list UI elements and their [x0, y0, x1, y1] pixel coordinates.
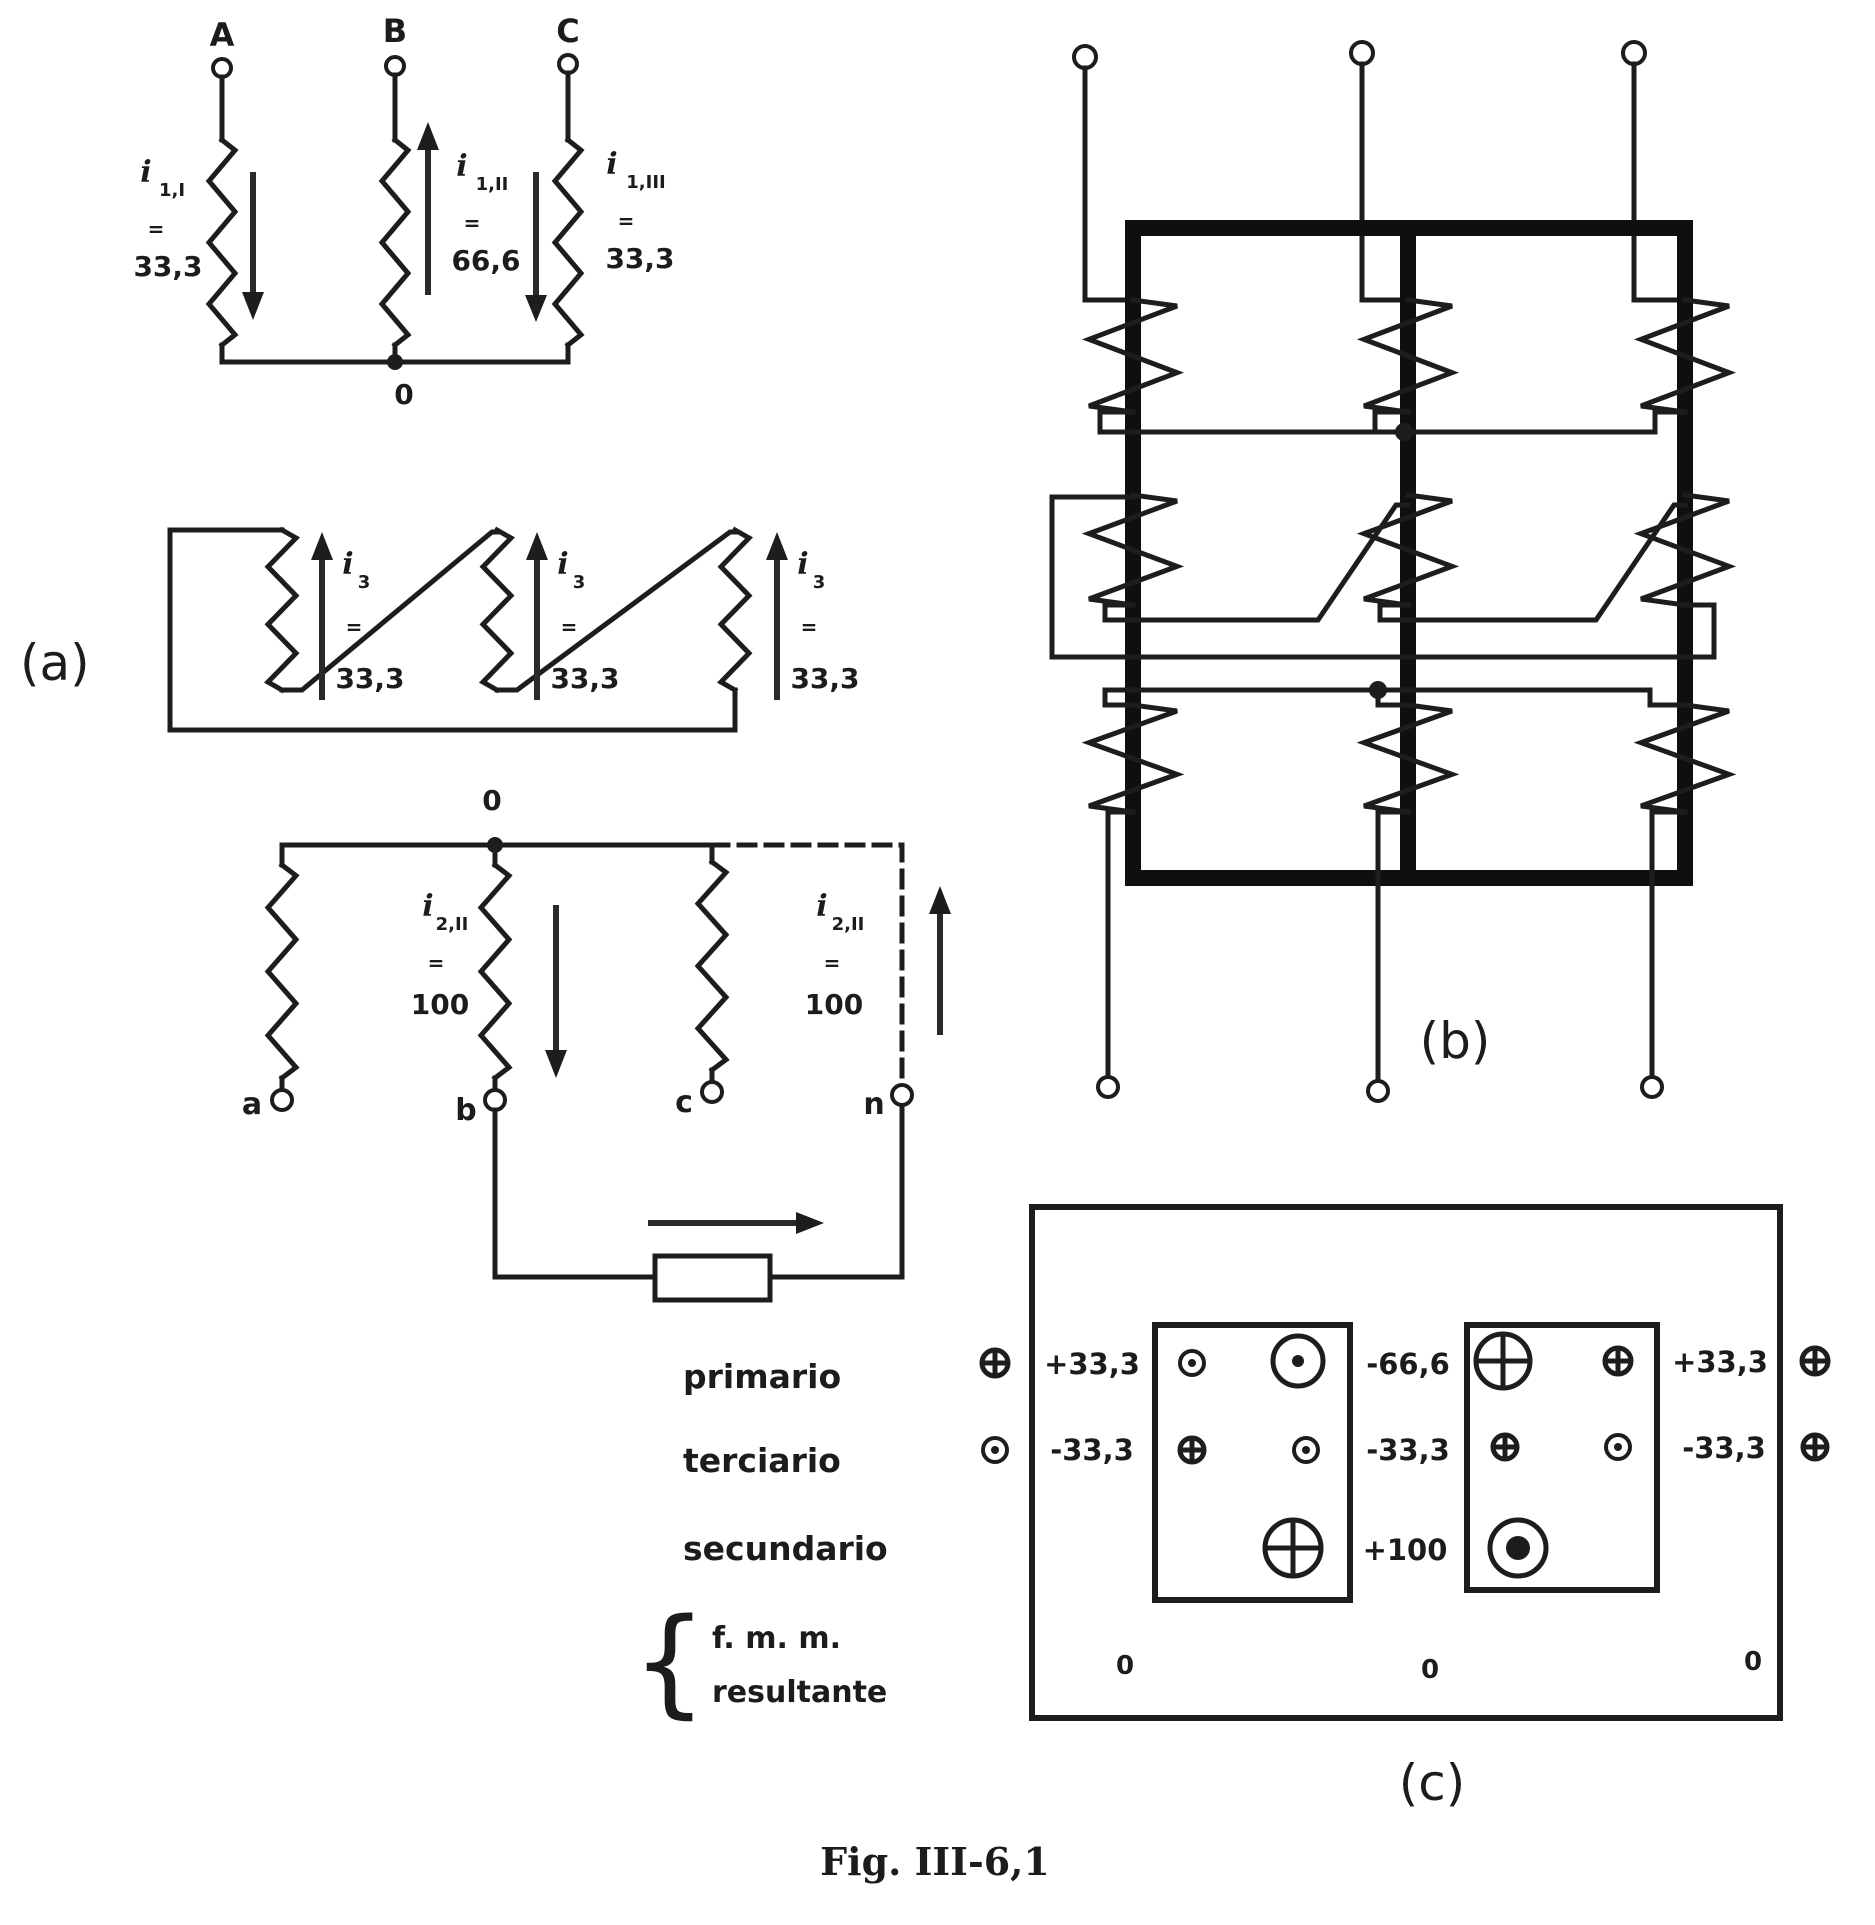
- b-primary-star-point: [1395, 423, 1413, 441]
- mmf-primario-left: +33,3: [1044, 1347, 1140, 1381]
- cross-in-circle-icon: [982, 1350, 1008, 1376]
- current-base: i: [422, 889, 434, 924]
- dot-in-circle-icon: [1294, 1438, 1318, 1462]
- b-delta-link-1: [1105, 505, 1408, 620]
- fmm-zero-middle: 0: [1420, 1655, 1440, 1685]
- winding-tertiary-3: [721, 530, 749, 690]
- current-label-1III: [605, 147, 674, 275]
- arrow-head-down-icon: [545, 1050, 567, 1078]
- current-sub: 3: [812, 572, 826, 593]
- filled-dot-in-circle-large-icon: [1490, 1520, 1546, 1576]
- row-label-fmm-1: f. m. m.: [712, 1621, 842, 1656]
- panel-c-label: (c): [1398, 1754, 1466, 1812]
- terminal-C-node: [559, 55, 577, 73]
- current-label-3a: [335, 547, 404, 695]
- fmm-brace: {: [632, 1592, 708, 1730]
- arrow-head-down-icon: [525, 295, 547, 322]
- winding-primary-C: [555, 140, 581, 345]
- arrow-head-up-icon: [929, 886, 951, 914]
- fmm-zero-right: 0: [1743, 1647, 1763, 1677]
- neutral-branch-dashed: [712, 845, 902, 1084]
- current-eq: =: [823, 951, 841, 975]
- mmf-terciario-right: -33,3: [1682, 1431, 1766, 1465]
- mmf-secundario-middle: +100: [1362, 1533, 1448, 1567]
- neutral-bottom-label: 0: [482, 784, 502, 817]
- current-sub: 3: [357, 572, 371, 593]
- terminal-B-label: B: [382, 12, 408, 50]
- cross-in-circle-icon: [1802, 1348, 1828, 1374]
- b-bottom-terminal-2: [1368, 1081, 1388, 1101]
- row-label-fmm-2: resultante: [712, 1675, 888, 1710]
- current-label-3c: [790, 547, 859, 695]
- cross-in-circle-large-icon: [1265, 1520, 1321, 1576]
- terminal-n-node: [892, 1085, 912, 1105]
- mmf-primario-middle: -66,6: [1366, 1347, 1450, 1381]
- current-sub: 2,II: [435, 914, 469, 935]
- dot-in-circle-large-icon: [1273, 1336, 1323, 1386]
- current-label-2II-b: [411, 889, 469, 1021]
- current-value: 66,6: [451, 244, 521, 277]
- winding-secondary-a: [268, 865, 296, 1078]
- b-top-terminal-2: [1351, 42, 1373, 64]
- panel-c: [632, 1207, 1828, 1812]
- figure-caption: Fig. III-6,1: [820, 1839, 1050, 1884]
- arrow-head-up-icon: [311, 532, 333, 560]
- fmm-zero-left: 0: [1115, 1651, 1135, 1681]
- current-value: 100: [410, 988, 470, 1021]
- current-eq: =: [345, 615, 363, 639]
- terminal-a-node: [272, 1090, 292, 1110]
- terminal-c-node: [702, 1082, 722, 1102]
- current-eq: =: [463, 211, 481, 235]
- current-sub: 1,I: [158, 180, 186, 201]
- mmf-primario-right: +33,3: [1672, 1345, 1768, 1379]
- current-label-1II: [451, 149, 520, 277]
- winding-secondary-b: [481, 865, 509, 1078]
- arrow-head-up-icon: [526, 532, 548, 560]
- current-arrow-3b-up: [526, 532, 548, 700]
- row-label-terciario: terciario: [683, 1441, 841, 1480]
- dot-in-circle-icon: [1180, 1351, 1204, 1375]
- terminal-a-label: a: [241, 1087, 263, 1122]
- arrow-head-down-icon: [242, 292, 264, 320]
- current-label-1I: [133, 155, 202, 283]
- load-resistor: [655, 1256, 770, 1300]
- current-sub: 1,III: [626, 172, 666, 193]
- mmf-terciario-middle: -33,3: [1366, 1433, 1450, 1467]
- current-arrow-1II-down: [525, 172, 547, 322]
- current-arrow-1I-down: [242, 172, 264, 320]
- current-sub: 2,II: [831, 914, 865, 935]
- current-arrow-2II-down: [545, 905, 567, 1078]
- terminal-A-label: A: [209, 16, 235, 54]
- current-eq: =: [427, 951, 445, 975]
- current-base: i: [606, 147, 618, 182]
- current-arrow-3c-up: [766, 532, 788, 700]
- row-label-primario: primario: [683, 1357, 842, 1396]
- terminal-C-label: C: [556, 12, 580, 50]
- cross-in-circle-icon: [1180, 1438, 1204, 1462]
- current-arrow-1II-up: [417, 122, 439, 295]
- row-label-secundario: secundario: [683, 1529, 888, 1568]
- current-arrow-2II-up: [929, 886, 951, 1035]
- terminal-b-label: b: [455, 1093, 477, 1128]
- mmf-terciario-left: -33,3: [1050, 1433, 1134, 1467]
- current-eq: =: [147, 217, 165, 241]
- terminal-b-node: [485, 1090, 505, 1110]
- arrow-head-up-icon: [417, 122, 439, 150]
- current-eq: =: [560, 615, 578, 639]
- b-delta-link-2: [1380, 505, 1685, 620]
- b-bottom-terminal-1: [1098, 1077, 1118, 1097]
- load-wire-right: [770, 1106, 902, 1277]
- arrow-head-right-icon: [796, 1212, 824, 1234]
- winding-tertiary-1: [268, 530, 296, 690]
- current-value: 33,3: [133, 250, 203, 283]
- panel-b-label: (b): [1419, 1012, 1491, 1070]
- cross-in-circle-icon: [1803, 1435, 1827, 1459]
- b-top-terminal-3: [1623, 42, 1645, 64]
- current-eq: =: [617, 209, 635, 233]
- terminal-A-node: [213, 59, 231, 77]
- winding-tertiary-2: [483, 530, 511, 690]
- delta-wrap-bracket: [170, 530, 735, 730]
- current-label-2II-n: [805, 889, 865, 1021]
- cross-in-circle-icon: [1493, 1435, 1517, 1459]
- cross-in-circle-icon: [1605, 1348, 1631, 1374]
- panel-b: [1052, 42, 1729, 1101]
- current-value: 33,3: [605, 242, 675, 275]
- b-bottom-terminal-3: [1642, 1077, 1662, 1097]
- terminal-B-node: [386, 57, 404, 75]
- load-current-arrow-right: [648, 1212, 824, 1234]
- current-base: i: [557, 547, 569, 582]
- neutral-top-label: 0: [394, 378, 414, 411]
- current-value: 33,3: [550, 662, 620, 695]
- arrow-head-up-icon: [766, 532, 788, 560]
- terminal-c-label: c: [675, 1085, 693, 1120]
- current-base: i: [816, 889, 828, 924]
- primary-star-point: [387, 354, 403, 370]
- current-sub: 3: [572, 572, 586, 593]
- winding-primary-A: [209, 140, 235, 345]
- b-top-terminal-1: [1074, 46, 1096, 68]
- current-value: 100: [804, 988, 864, 1021]
- load-wire-left: [495, 1110, 655, 1277]
- panel-a-label: (a): [20, 634, 90, 692]
- current-base: i: [797, 547, 809, 582]
- dot-in-circle-icon: [1606, 1435, 1630, 1459]
- current-base: i: [140, 155, 152, 190]
- cross-in-circle-large-icon: [1476, 1334, 1530, 1388]
- dot-in-circle-icon: [983, 1438, 1007, 1462]
- current-value: 33,3: [335, 662, 405, 695]
- current-value: 33,3: [790, 662, 860, 695]
- current-base: i: [456, 149, 468, 184]
- terminal-n-label: n: [863, 1087, 885, 1122]
- current-sub: 1,II: [475, 174, 509, 195]
- current-eq: =: [800, 615, 818, 639]
- panel-a: [20, 12, 951, 1300]
- winding-primary-B: [382, 140, 408, 345]
- winding-secondary-c: [698, 862, 726, 1070]
- current-base: i: [342, 547, 354, 582]
- current-arrow-3a-up: [311, 532, 333, 700]
